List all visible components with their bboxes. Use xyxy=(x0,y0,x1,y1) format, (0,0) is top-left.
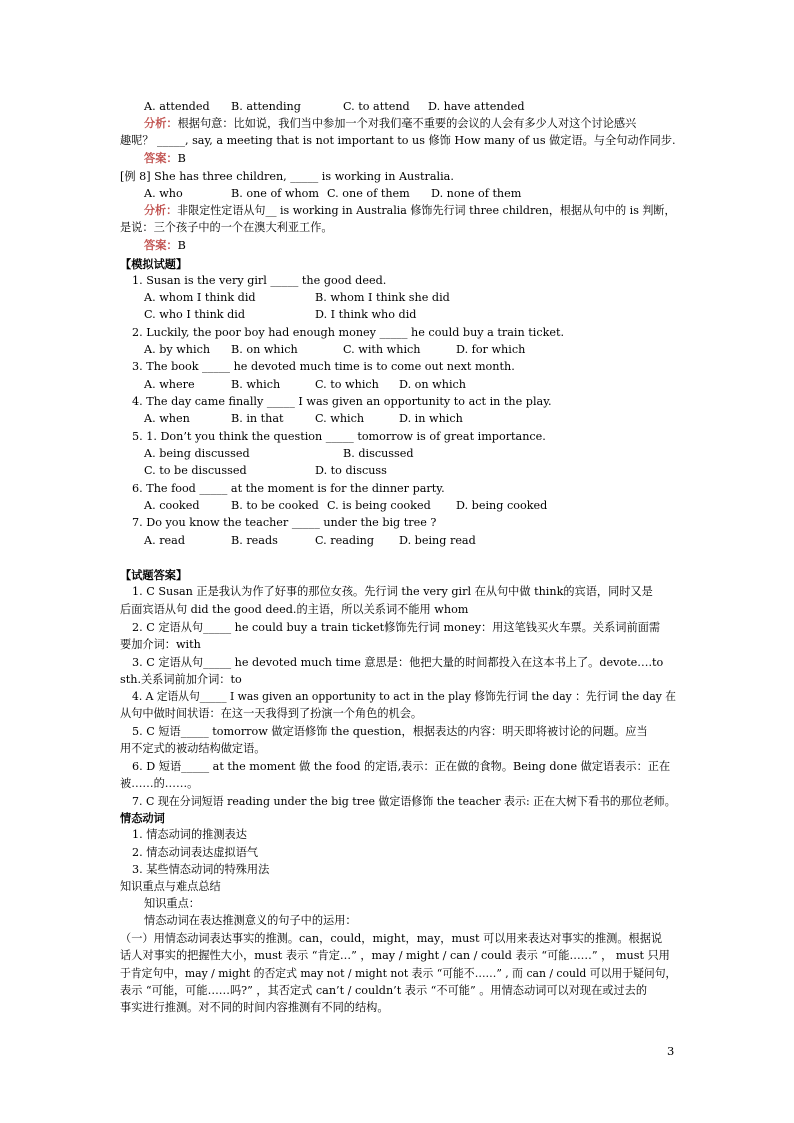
answer-label: 答案： xyxy=(144,152,178,165)
answer-line: 7. C 现在分词短语 reading under the big tree 做定语修饰 the teacher 表示: 正在大树下看书的那位老师。 xyxy=(132,795,676,808)
q6-option-b: B. to be cooked xyxy=(231,499,319,512)
paragraph-line: 于肯定句中，may / might 的否定式 may not / might not 表示 “可能不……” , 而 can / could 可以用于疑问句， xyxy=(120,967,677,980)
question-6-stem: 6. The food _____ at the moment is for the dinner party. xyxy=(132,482,445,495)
q7-option-d: D. being read xyxy=(399,534,476,547)
question-7-stem: 7. Do you know the teacher _____ under the big tree ? xyxy=(132,516,437,529)
modal-topic-item: 1. 情态动词的推测表达 xyxy=(132,828,247,841)
q5-option-c: C. to be discussed xyxy=(144,464,247,477)
q1-option-b: B. whom I think she did xyxy=(315,291,450,304)
answer-line: 后面宾语从句 did the good deed.的主语，所以关系词不能用 whom xyxy=(120,603,469,616)
answer-line: 2. C 定语从句_____ he could buy a train ticket修饰先行词 money：用这笔钱买火车票。关系词前面需 xyxy=(132,621,661,634)
q4-option-c: C. which xyxy=(315,412,365,425)
answer-line: 被……的……。 xyxy=(120,777,199,790)
q2-option-b: B. on which xyxy=(231,343,298,356)
ex8-answer: 答案：B xyxy=(144,239,186,252)
q1-option-d: D. I think who did xyxy=(315,308,417,321)
q6-option-d: D. being cooked xyxy=(456,499,548,512)
ex7-option-a: A. attended xyxy=(144,100,210,113)
page-number: 3 xyxy=(667,1044,675,1058)
q3-option-c: C. to which xyxy=(315,378,379,391)
ex8-analysis-line-1: 分析：非限定性定语从句__ is working in Australia 修饰先行词 three children，根据从句中的 is 判断， xyxy=(144,204,676,217)
ex8-option-c: C. one of them xyxy=(327,187,410,200)
answer-line: 要加介词：with xyxy=(120,638,201,651)
question-2-stem: 2. Luckily, the poor boy had enough money _____ he could buy a train ticket. xyxy=(132,326,565,339)
question-5-stem: 5. 1. Don’t you think the question _____ tomorrow is of great importance. xyxy=(132,430,546,443)
q7-option-b: B. reads xyxy=(231,534,278,547)
q7-option-c: C. reading xyxy=(315,534,375,547)
q6-option-a: A. cooked xyxy=(144,499,200,512)
analysis-label: 分析： xyxy=(144,204,178,217)
q7-option-a: A. read xyxy=(144,534,185,547)
ex8-option-b: B. one of whom xyxy=(231,187,320,200)
q2-option-c: C. with which xyxy=(343,343,421,356)
ex8-analysis-line-2: 是说：三个孩子中的一个在澳大利亚工作。 xyxy=(120,221,333,234)
answer-line: 用不定式的被动结构做定语。 xyxy=(120,742,266,755)
q1-option-a: A. whom I think did xyxy=(144,291,256,304)
ex7-option-b: B. attending xyxy=(231,100,301,113)
q5-option-a: A. being discussed xyxy=(144,447,250,460)
ex7-analysis-line-1: 分析：根据句意：比如说，我们当中参加一个对我们毫不重要的会议的人会有多少人对这个讨论感兴 xyxy=(144,117,637,130)
q4-option-a: A. when xyxy=(144,412,190,425)
answer-line: 3. C 定语从句_____ he devoted much time 意思是：他把大量的时间都投入在这本书上了。devote….to xyxy=(132,656,664,669)
answer-line: 5. C 短语_____ tomorrow 做定语修饰 the question，根据表达的内容：明天即将被讨论的问题。应当 xyxy=(132,725,648,738)
answer-line: 1. C Susan 正是我认为作了好事的那位女孩。先行词 the very girl 在从句中做 think的宾语，同时又是 xyxy=(132,585,653,598)
answer-line: sth.关系词前加介词：to xyxy=(120,673,242,686)
paragraph-line: （一）用情态动词表达事实的推测。can，could，might，may，must 可以用来表达对事实的推测。根据说 xyxy=(120,932,663,945)
ex7-analysis-line-2: 趣呢？ _____, say, a meeting that is not important to us 修饰 How many of us 做定语。与全句动作同步. xyxy=(120,134,676,147)
answers-heading: 【试题答案】 xyxy=(120,568,188,582)
q3-option-d: D. on which xyxy=(399,378,467,391)
question-3-stem: 3. The book _____ he devoted much time is to come out next month. xyxy=(132,360,515,373)
ex8-stem: [例 8] She has three children, _____ is working in Australia. xyxy=(120,170,454,183)
answer-line: 6. D 短语_____ at the moment 做 the food 的定语,表示：正在做的食物。Being done 做定语表示：正在 xyxy=(132,760,671,773)
ex7-option-c: C. to attend xyxy=(343,100,410,113)
usage-heading: 情态动词在表达推测意义的句子中的运用： xyxy=(144,914,357,927)
ex7-answer: 答案：B xyxy=(144,152,186,165)
q3-option-a: A. where xyxy=(144,378,195,391)
paragraph-line: 表示 “可能，可能……吗?” ，其否定式 can’t / couldn’t 表示 “不可能” 。用情态动词可以对现在或过去的 xyxy=(120,984,648,997)
modal-verbs-heading: 情态动词 xyxy=(120,811,165,825)
question-4-stem: 4. The day came finally _____ I was given an opportunity to act in the play. xyxy=(132,395,552,408)
analysis-label: 分析： xyxy=(144,117,178,130)
paragraph-line: 事实进行推测。对不同的时间内容推测有不同的结构。 xyxy=(120,1001,389,1014)
ex8-option-a: A. who xyxy=(144,187,183,200)
q2-option-d: D. for which xyxy=(456,343,526,356)
q6-option-c: C. is being cooked xyxy=(327,499,431,512)
answer-line: 从句中做时间状语：在这一天我得到了扮演一个角色的机会。 xyxy=(120,707,423,720)
q4-option-b: B. in that xyxy=(231,412,284,425)
ex7-option-d: D. have attended xyxy=(428,100,525,113)
q4-option-d: D. in which xyxy=(399,412,463,425)
modal-topic-item: 3. 某些情态动词的特殊用法 xyxy=(132,863,270,876)
q3-option-b: B. which xyxy=(231,378,281,391)
mock-test-heading: 【模拟试题】 xyxy=(120,257,188,271)
q5-option-b: B. discussed xyxy=(343,447,414,460)
question-1-stem: 1. Susan is the very girl _____ the good deed. xyxy=(132,274,387,287)
modal-topic-item: 2. 情态动词表达虚拟语气 xyxy=(132,846,259,859)
key-points-label: 知识重点： xyxy=(144,897,200,910)
paragraph-line: 话人对事实的把握性大小，must 表示 “肯定…” ，may / might / can / could 表示 “可能……” ， must 只用 xyxy=(120,949,670,962)
answer-label: 答案： xyxy=(144,239,178,252)
q1-option-c: C. who I think did xyxy=(144,308,246,321)
answer-line: 4. A 定语从句_____ I was given an opportunity to act in the play 修饰先行词 the day ：先行词 the day 在 xyxy=(132,690,676,703)
ex8-option-d: D. none of them xyxy=(431,187,522,200)
summary-heading: 知识重点与难点总结 xyxy=(120,880,221,893)
q2-option-a: A. by which xyxy=(144,343,211,356)
q5-option-d: D. to discuss xyxy=(315,464,387,477)
